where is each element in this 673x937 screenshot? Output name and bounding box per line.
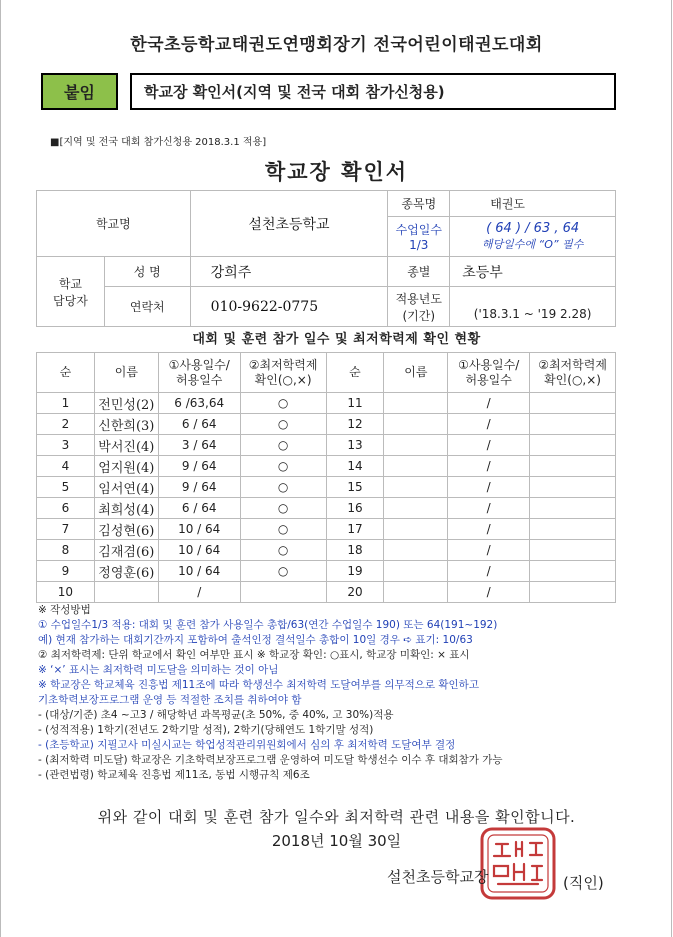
days-used: 3 / 64: [158, 435, 240, 456]
academic-check: [530, 393, 616, 414]
type-label: 종별: [388, 257, 450, 287]
days-used: 6 /63,64: [158, 393, 240, 414]
days-used: /: [448, 498, 530, 519]
academic-check: [530, 477, 616, 498]
days-used: /: [448, 519, 530, 540]
col-days-left: [158, 353, 240, 393]
year-label-line2: (기간): [402, 308, 436, 323]
student-name: [384, 435, 448, 456]
student-name: 김성현(6): [94, 519, 158, 540]
academic-check: [530, 540, 616, 561]
manager-label: [37, 257, 105, 327]
student-name: 김재겸(6): [94, 540, 158, 561]
year-label: [388, 287, 450, 327]
days-used: /: [448, 477, 530, 498]
school-value: 설천초등학교: [190, 191, 388, 257]
student-name: [384, 393, 448, 414]
col-name-left: 이름: [94, 353, 158, 393]
student-name: [384, 477, 448, 498]
student-name: [384, 414, 448, 435]
student-name: 박서진(4): [94, 435, 158, 456]
document-title: 학교장 확인서: [264, 160, 409, 184]
table-row: [37, 582, 616, 603]
col-no-left: 순: [37, 353, 95, 393]
col-academic-line1: ②최저학력제: [248, 357, 318, 372]
school-principal-signature: 설천초등학교장: [387, 868, 489, 886]
table-row: [37, 498, 616, 519]
academic-check: ○: [240, 393, 326, 414]
academic-check: ○: [240, 414, 326, 435]
academic-check: ○: [240, 540, 326, 561]
days-used: /: [448, 393, 530, 414]
confirmation-date: 2018년 10월 30일: [271, 832, 402, 850]
days-used: /: [448, 456, 530, 477]
academic-check: ○: [240, 519, 326, 540]
student-name: [384, 519, 448, 540]
instruction-line: ※ ‘×’ 표시는 최저학력 미도달을 의미하는 것이 아님: [38, 664, 279, 676]
days-used: 6 / 64: [158, 414, 240, 435]
student-name: 신한희(3): [94, 414, 158, 435]
student-name: 임서연(4): [94, 477, 158, 498]
instruction-line: - (최저학력 미도달) 학교장은 기초학력보장프로그램 운영하여 미도달 학생선수 이수 후 대회참가 가능: [38, 754, 503, 766]
participation-table: [36, 352, 616, 603]
contact-value: 010-9622-0775: [190, 287, 388, 327]
writing-instructions: [38, 603, 628, 783]
instruction-line: - (관련법령) 학교체육 진흥법 제11조, 동법 시행규칙 제6조: [38, 769, 310, 781]
col-days-line2: 허용일수: [465, 372, 512, 387]
event-label: 종목명: [388, 191, 450, 217]
event-value: 태권도: [450, 191, 616, 217]
col-academic-left: [240, 353, 326, 393]
col-days-line1: ①사용일수/: [458, 357, 520, 372]
manager-label-line2: 담당자: [53, 293, 88, 308]
school-label: 학교명: [37, 191, 191, 257]
academic-check: ○: [240, 435, 326, 456]
row-number: 18: [326, 540, 384, 561]
row-number: 8: [37, 540, 95, 561]
instruction-line: 예) 현재 참가하는 대회기간까지 포함하여 출석인정 결석일수 총합이 10일 경우 ➪ 표기: 10/63: [38, 634, 473, 646]
row-number: 5: [37, 477, 95, 498]
contact-label: 연락처: [104, 287, 190, 327]
student-name: [384, 498, 448, 519]
instruction-line: ② 최저학력제: 단위 학교에서 확인 여부만 표시 ※ 학교장 확인: ○표시, 학교장 미확인: × 표시: [38, 649, 470, 661]
row-number: 16: [326, 498, 384, 519]
row-number: 3: [37, 435, 95, 456]
instruction-line: ① 수업일수1/3 적용: 대회 및 훈련 참가 사용일수 총합/63(연간 수업일수 190) 또는 64(191~192): [38, 619, 498, 631]
info-table: [36, 190, 616, 327]
academic-check: ○: [240, 561, 326, 582]
manager-name-value: 강희주: [190, 257, 388, 287]
academic-check: ○: [240, 456, 326, 477]
academic-check: [530, 435, 616, 456]
row-number: 4: [37, 456, 95, 477]
col-academic-right: [530, 353, 616, 393]
row-number: 12: [326, 414, 384, 435]
row-number: 2: [37, 414, 95, 435]
table-row: [37, 477, 616, 498]
table-header-row: [37, 353, 616, 393]
student-name: 전민성(2): [94, 393, 158, 414]
table-row: [37, 435, 616, 456]
year-label-line1: 적용년도: [395, 291, 442, 306]
instruction-line: 기초학력보장프로그램 운영 등 적절한 조치를 취하여야 함: [38, 694, 302, 706]
student-name: [384, 582, 448, 603]
official-seal: [478, 826, 558, 901]
row-number: 19: [326, 561, 384, 582]
student-name: 정영훈(6): [94, 561, 158, 582]
days-used: /: [158, 582, 240, 603]
days-value-line: ( 64 ) / 63 , 64: [486, 221, 580, 236]
instruction-line: - (성적적용) 1학기(전년도 2학기말 성적), 2학기(당해연도 1학기말 성적): [38, 724, 374, 736]
name-label: 성 명: [104, 257, 190, 287]
days-used: /: [448, 435, 530, 456]
student-name: 엄지원(4): [94, 456, 158, 477]
page-edge-left: [0, 0, 1, 937]
instruction-line: ※ 학교장은 학교체육 진흥법 제11조에 따라 학생선수 최저학력 도달여부를 의무적으로 확인하고: [38, 679, 479, 691]
col-academic-line2: 확인(○,×): [544, 372, 601, 387]
col-academic-line1: ②최저학력제: [538, 357, 607, 372]
table-row: [37, 393, 616, 414]
document-subtitle: 학교장 확인서(지역 및 전국 대회 참가신청용): [130, 73, 616, 110]
manager-label-line1: 학교: [58, 276, 83, 291]
student-name: [384, 456, 448, 477]
academic-check: ○: [240, 477, 326, 498]
academic-check: ○: [240, 498, 326, 519]
student-name: [94, 582, 158, 603]
table-row: [37, 519, 616, 540]
academic-check: [240, 582, 326, 603]
days-used: /: [448, 540, 530, 561]
row-number: 10: [37, 582, 95, 603]
table-row: [37, 456, 616, 477]
event-header: 한국초등학교태권도연맹회장기 전국어린이태권도대회: [130, 35, 543, 55]
academic-check: [530, 456, 616, 477]
row-number: 13: [326, 435, 384, 456]
days-used: 10 / 64: [158, 519, 240, 540]
col-days-line1: ①사용일수/: [168, 357, 230, 372]
student-name: [384, 540, 448, 561]
days-label-line1: 수업일수: [395, 223, 442, 237]
section-title: 대회 및 훈련 참가 일수 및 최저학력제 확인 현황: [192, 332, 481, 347]
days-used: 10 / 64: [158, 540, 240, 561]
row-number: 9: [37, 561, 95, 582]
col-no-right: 순: [326, 353, 384, 393]
confirmation-text: 위와 같이 대회 및 훈련 참가 일수와 최저학력 관련 내용을 확인합니다.: [97, 808, 576, 826]
days-value: [450, 217, 616, 257]
days-used: /: [448, 582, 530, 603]
student-name: [384, 561, 448, 582]
table-row: [37, 561, 616, 582]
days-used: 9 / 64: [158, 477, 240, 498]
page-edge-right: [671, 0, 672, 937]
instruction-line: - (초등학교) 지필고사 미실시교는 학업성적관리위원회에서 심의 후 최저학력 도달여부 결정: [38, 739, 456, 751]
row-number: 7: [37, 519, 95, 540]
days-used: 9 / 64: [158, 456, 240, 477]
row-number: 15: [326, 477, 384, 498]
row-number: 1: [37, 393, 95, 414]
col-days-line2: 허용일수: [176, 372, 223, 387]
col-academic-line2: 확인(○,×): [254, 372, 312, 387]
instruction-line: ※ 작성방법: [38, 604, 91, 616]
table-row: [37, 414, 616, 435]
student-name: 최희성(4): [94, 498, 158, 519]
days-used: /: [448, 414, 530, 435]
days-used: 6 / 64: [158, 498, 240, 519]
academic-check: [530, 414, 616, 435]
type-value: 초등부: [450, 257, 616, 287]
col-name-right: 이름: [384, 353, 448, 393]
academic-check: [530, 582, 616, 603]
row-number: 6: [37, 498, 95, 519]
row-number: 11: [326, 393, 384, 414]
row-number: 14: [326, 456, 384, 477]
row-number: 20: [326, 582, 384, 603]
year-value: ('18.3.1 ~ '19 2.28): [450, 287, 616, 327]
academic-check: [530, 498, 616, 519]
row-number: 17: [326, 519, 384, 540]
days-hint: 해당일수에 “O” 필수: [481, 238, 584, 251]
days-used: 10 / 64: [158, 561, 240, 582]
days-label-line2: 1/3: [409, 238, 429, 252]
col-days-right: [448, 353, 530, 393]
instruction-line: - (대상/기준) 초4 ~고3 / 해당학년 과목평균(초 50%, 중 40%, 고 30%)적용: [38, 709, 394, 721]
days-label: [388, 217, 450, 257]
applicability-note: ■[지역 및 전국 대회 참가신청용 2018.3.1 적용]: [50, 137, 267, 148]
seal-label: (직인): [563, 874, 604, 892]
table-row: [37, 540, 616, 561]
attachment-badge: 붙임: [41, 73, 118, 110]
academic-check: [530, 519, 616, 540]
academic-check: [530, 561, 616, 582]
days-used: /: [448, 561, 530, 582]
